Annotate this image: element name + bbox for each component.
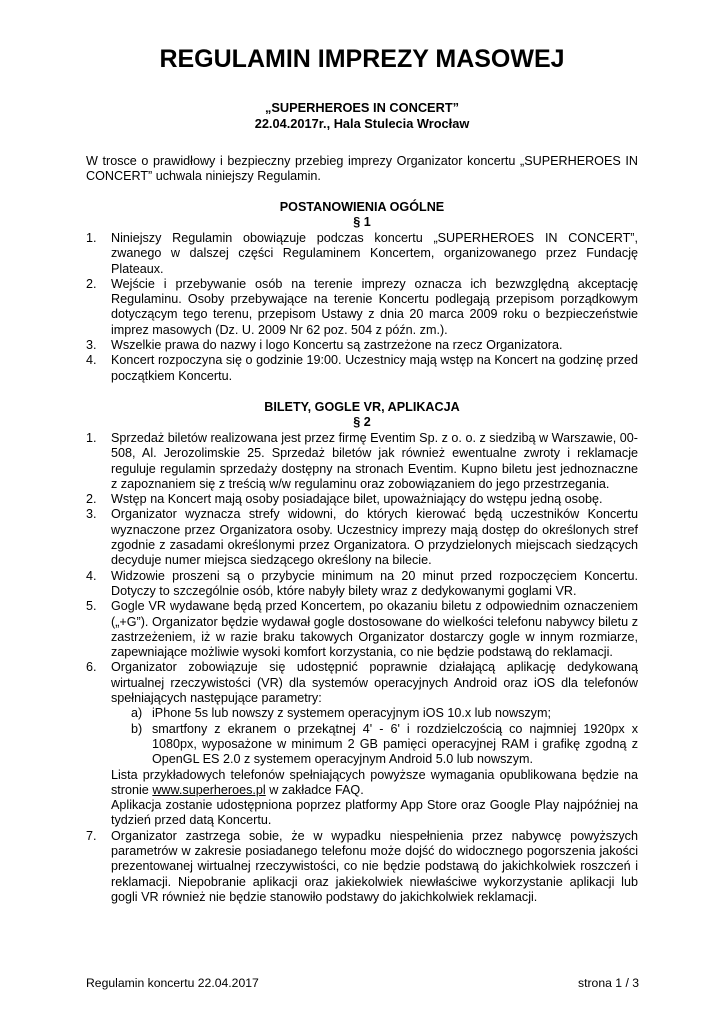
section1-list — [86, 231, 638, 384]
document-title: REGULAMIN IMPREZY MASOWEJ — [159, 45, 565, 73]
item-number: 3. — [86, 507, 97, 522]
item-number: 2. — [86, 492, 97, 507]
section2-header — [86, 400, 638, 431]
superheroes-website-link[interactable]: www.superheroes.pl — [152, 782, 266, 797]
item-number: 1. — [86, 231, 97, 245]
section1-paragraph-mark: § 1 — [353, 215, 371, 230]
event-subtitle — [86, 100, 638, 132]
item-text: Sprzedaż biletów realizowana jest przez firmę Eventim Sp. z o. o. z siedzibą w Warszawie, 00-508, Al. Jerozolimskie 25. Sprzedaż biletów jak również ewentualne zwroty i reklamacje reguluje regulamin sprzedaży dostępny na stronach Eventim. Kupno biletu jest jednoznaczne z zapoznaniem się z treścią w/w regulaminu oraz zobowiązaniem do jego przestrzegania. — [111, 431, 638, 491]
item-number: 4. — [86, 568, 97, 583]
item-number: 1. — [86, 431, 97, 445]
list-item — [86, 231, 638, 277]
list-item — [86, 569, 638, 600]
sub-item-text: iPhone 5s lub nowszy z systemem operacyjnym iOS 10.x lub nowszym; — [152, 706, 551, 721]
phone-list-post: w zakładce FAQ. — [265, 782, 364, 797]
event-date-place: 22.04.2017r., Hala Stulecia Wrocław — [254, 116, 470, 131]
intro-paragraph: W trosce o prawidłowy i bezpieczny przebieg imprezy Organizator koncertu „SUPERHEROES IN CONCERT” uchwala niniejszy Regulamin. — [86, 154, 638, 184]
sub-item — [111, 706, 638, 721]
footer-document-info: Regulamin koncertu 22.04.2017 — [86, 976, 259, 990]
phone-list-pre: Lista przykładowych telefonów spełniających powyższe wymagania opublikowana będzie na stronie — [111, 767, 638, 797]
section2-paragraph-mark: § 2 — [353, 415, 371, 430]
list-item — [86, 599, 638, 660]
item-text: Niniejszy Regulamin obowiązuje podczas koncertu „SUPERHEROES IN CONCERT”, zwanego w dalszej części Regulaminem Koncertem, organizowanego przez Fundację Plateaux. — [111, 231, 638, 276]
list-item — [86, 277, 638, 338]
section2-list — [86, 431, 638, 905]
item-number: 4. — [86, 353, 97, 368]
item-text: Wejście i przebywanie osób na terenie imprezy oznacza ich bezwzględną akceptację Regulaminu. Osoby przebywające na terenie Koncertu podlegają przepisom porządkowym dotyczącym tego terenu, przepisom Ustawy z dnia 20 marca 2009 roku o bezpieczeństwie imprez masowych (Dz. U. 2009 Nr 62 poz. 504 z późn. zm.). — [111, 276, 638, 337]
item-text: Organizator wyznacza strefy widowni, do których kierować będą uczestników Koncertu wyznaczone przez Organizatora osoby. Uczestnicy imprezy mają dostęp do określonych stref zgodnie z zasadami określonymi przez Organizatora. O przydzielonych miejscach siedzących decyduje numer miejsca siedzącego określony na bilecie. — [111, 507, 638, 568]
item-text: Koncert rozpoczyna się o godzinie 19:00. Uczestnicy mają wstęp na Koncert na godzinę przed początkiem Koncertu. — [111, 353, 638, 383]
item-text: Organizator zobowiązuje się udostępnić poprawnie działającą aplikację dedykowaną wirtualnej rzeczywistości (VR) dla systemów operacyjnych Android oraz iOS dla telefonów spełniających następujące parametry: — [111, 660, 638, 706]
sub-item-text: smartfony z ekranem o przekątnej 4' - 6' i rozdzielczością co najmniej 1920px x 1080px, wyposażone w minimum 2 GB pamięci operacyjnej RAM i grafikę zgodną z OpenGL ES 2.0 z systemem operacyjnym Android 5.0 lub nowszym. — [152, 721, 638, 767]
sub-item-label: a) — [131, 706, 143, 721]
footer-page-number: strona 1 / 3 — [578, 976, 639, 990]
sub-item-label: b) — [131, 721, 143, 736]
item-number: 3. — [86, 338, 97, 353]
section1-heading: POSTANOWIENIA OGÓLNE — [279, 200, 445, 214]
section1-header — [86, 200, 638, 231]
list-item — [86, 660, 638, 828]
list-item — [86, 353, 638, 384]
phone-list-note — [111, 768, 638, 799]
list-item — [86, 829, 638, 905]
list-item — [86, 431, 638, 492]
item-text: Widzowie proszeni są o przybycie minimum na 20 minut przed rozpoczęciem Koncertu. Dotyczy to szczególnie osób, które nabyły bilety wraz z dedykowanymi goglami VR. — [111, 568, 638, 598]
item-number: 6. — [86, 660, 97, 675]
list-item — [86, 507, 638, 568]
event-name: „SUPERHEROES IN CONCERT” — [264, 100, 460, 115]
item-text: Gogle VR wydawane będą przed Koncertem, po okazaniu biletu z odpowiednim oznaczeniem („+G”). Organizator będzie wydawał gogle dostosowane do wielkości telefonu nabywcy biletu z zastrzeżeniem, iż w razie braku takowych Organizator dostarczy gogle w innym rozmiarze, zapewniające możliwie wysoki komfort korzystania, co nie będzie podstawą do reklamacji. — [111, 599, 638, 660]
item-text: Wstęp na Koncert mają osoby posiadające bilet, upoważniający do wstępu jedną osobę. — [111, 492, 603, 507]
app-availability-note: Aplikacja zostanie udostępniona poprzez platformy App Store oraz Google Play najpóźniej na tydzień przed datą Koncertu. — [111, 798, 638, 828]
item-number: 2. — [86, 276, 97, 291]
item-text: Wszelkie prawa do nazwy i logo Koncertu są zastrzeżone na rzecz Organizatora. — [111, 338, 563, 353]
sub-item — [111, 722, 638, 768]
item-number: 5. — [86, 599, 97, 614]
item-number: 7. — [86, 828, 97, 843]
list-item — [86, 492, 638, 507]
list-item — [86, 338, 638, 353]
section2-heading: BILETY, GOGLE VR, APLIKACJA — [264, 400, 460, 414]
item-text: Organizator zastrzega sobie, że w wypadku niespełnienia przez nabywcę powyższych parametrów w zakresie posiadanego telefonu może dojść do widocznego pogorszenia jakości prezentowanej wirtualnej rzeczywistości, co nie będzie podstawą do jakichkolwiek roszczeń i reklamacji. Niepobranie aplikacji oraz jakiekolwiek niewłaściwe wykorzystanie aplikacji lub gogli VR również nie będzie stanowiło podstawy do jakichkolwiek reklamacji. — [111, 828, 638, 904]
